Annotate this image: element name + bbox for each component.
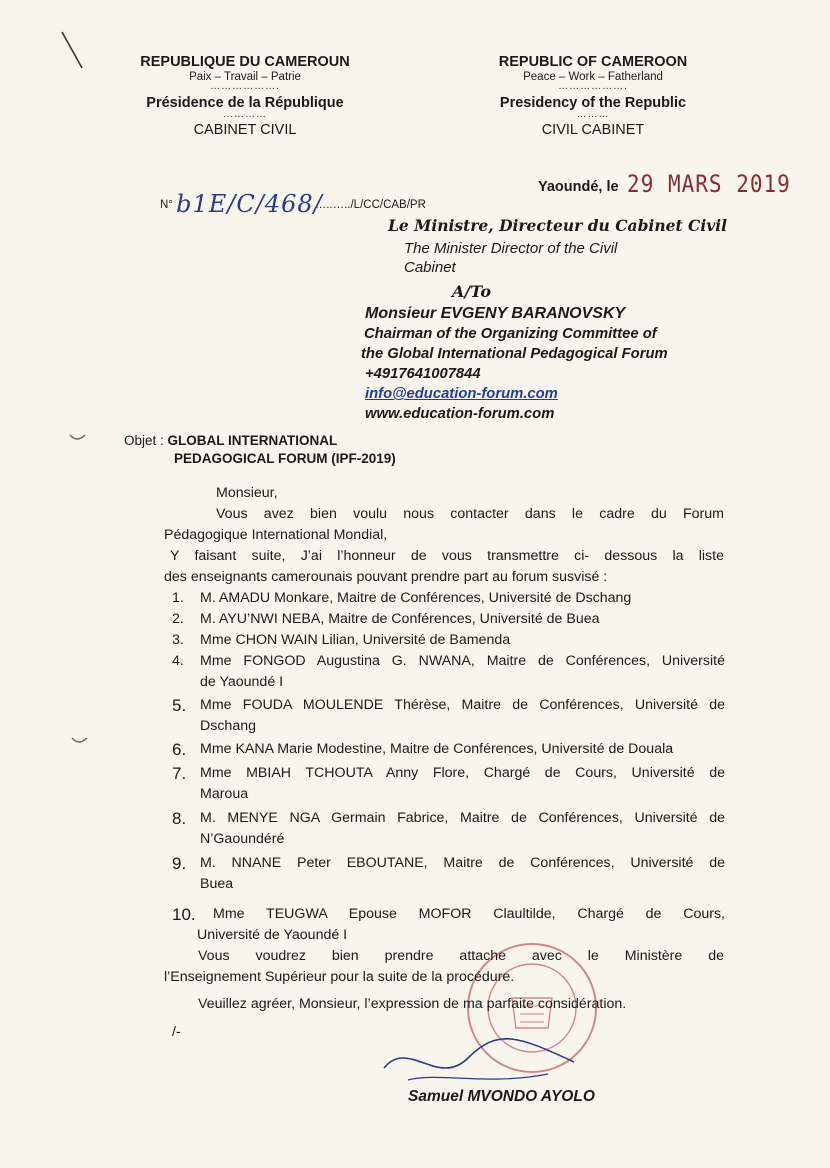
header-english <box>458 54 728 138</box>
separator-dots: ………… <box>223 109 267 120</box>
paragraph-2 <box>164 546 724 588</box>
list-item: 10. Mme TEUGWA Epouse MOFOR Claultilde, Chargé de Cours, Université de Yaoundé I <box>172 905 725 943</box>
salutation: Monsieur, <box>216 485 278 501</box>
closing-paragraph-1 <box>164 946 724 988</box>
list-item: 5. Mme FOUDA MOULENDE Thérèse, Maitre de Conférences, Université de Dschang <box>172 696 725 734</box>
list-item: 7. Mme MBIAH TCHOUTA Anny Flore, Chargé de Cours, Université de Maroua <box>172 764 725 802</box>
end-mark: /- <box>172 1024 181 1040</box>
signatory-name: Samuel MVONDO AYOLO <box>408 1088 595 1105</box>
date-stamp: 29 MARS 2019 <box>627 170 791 198</box>
paragraph-2-line1: Y faisant suite, J’ai l’honneur de vous transmettre ci- dessous la liste <box>170 548 724 564</box>
motto-en: Peace – Work – Fatherland <box>523 71 663 83</box>
reference-handwritten: b1E/C/468/ <box>176 190 323 218</box>
closing-1-line1: Vous voudrez bien prendre attache avec le Ministère de <box>198 948 724 964</box>
list-item: 4. Mme FONGOD Augustina G. NWANA, Maitre de Conférences, Université de Yaoundé I <box>172 653 725 690</box>
header-french <box>110 54 380 138</box>
list-item: 9. M. NNANE Peter EBOUTANE, Maitre de Conférences, Université de Buea <box>172 854 725 892</box>
recipient-phone: +4917641007844 <box>365 366 481 382</box>
list-item: 1. M. AMADU Monkare, Maitre de Conférences, Université de Dschang <box>172 590 632 606</box>
recipient-block <box>361 304 668 424</box>
paragraph-2-line2: des enseignants camerounais pouvant prendre part au forum susvisé : <box>164 569 608 585</box>
place-date <box>538 172 791 196</box>
presidency-en: Presidency of the Republic <box>499 95 687 111</box>
cabinet-fr: CABINET CIVIL <box>193 122 297 138</box>
paragraph-1-line2: Pédagogique International Mondial, <box>164 527 388 543</box>
handwritten-signature <box>378 1028 578 1092</box>
list-item: 6. Mme KANA Marie Modestine, Maitre de Conférences, Université de Douala <box>172 740 674 759</box>
recipient-role-line1: Chairman of the Organizing Committee of <box>364 326 657 342</box>
recipient-email-link[interactable]: info@education-forum.com <box>365 386 558 402</box>
country-name-fr: REPUBLIQUE DU CAMEROUN <box>140 54 350 70</box>
reference-prefix: N° <box>160 199 173 211</box>
subject-label: Objet : <box>124 433 164 448</box>
subject <box>124 432 396 468</box>
addressee-marker: A/To <box>452 282 491 301</box>
paragraph-1-line1: Vous avez bien voulu nous contacter dans le cadre du Forum <box>216 506 724 522</box>
presidency-fr: Présidence de la République <box>146 95 344 111</box>
separator-dots: ………………. <box>210 81 280 92</box>
sender-title-en <box>404 239 617 277</box>
subject-line2: PEDAGOGICAL FORUM (IPF-2019) <box>174 451 396 466</box>
cabinet-en: CIVIL CABINET <box>541 122 645 138</box>
place-label: Yaoundé, le <box>538 179 619 195</box>
recipient-website: www.education-forum.com <box>365 406 555 422</box>
list-item: 8. M. MENYE NGA Germain Fabrice, Maitre de Conférences, Université de N’Gaoundéré <box>172 809 725 847</box>
separator-dots: ………………. <box>558 81 628 92</box>
sender-title-en-line2: Cabinet <box>404 259 456 276</box>
list-item: 2. M. AYU’NWI NEBA, Maitre de Conférences, Université de Buea <box>172 611 600 627</box>
sender-title-en-line1: The Minister Director of the Civil <box>404 240 618 257</box>
corner-pen-mark <box>58 30 88 72</box>
country-name-en: REPUBLIC OF CAMEROON <box>498 54 688 70</box>
recipient-name: Monsieur EVGENY BARANOVSKY <box>365 305 626 322</box>
closing-paragraph-2: Veuillez agréer, Monsieur, l’expression de ma parfaite considération. <box>198 996 627 1012</box>
margin-mark <box>70 735 90 747</box>
margin-mark <box>68 432 88 444</box>
subject-line1: GLOBAL INTERNATIONAL <box>167 433 338 448</box>
closing-1-line2: l’Enseignement Supérieur pour la suite de la procédure. <box>164 969 515 985</box>
list-item: 3. Mme CHON WAIN Lilian, Université de Bamenda <box>172 632 511 648</box>
paragraph-1 <box>164 504 724 546</box>
reference-number <box>160 186 426 218</box>
separator-dots: ……… <box>576 109 610 120</box>
motto-fr: Paix – Travail – Patrie <box>189 71 301 83</box>
sender-title-fr: Le Ministre, Directeur du Cabinet Civil <box>388 216 728 235</box>
reference-suffix: …..…../L/CC/CAB/PR <box>314 199 426 211</box>
recipient-role-line2: the Global International Pedagogical Forum <box>361 346 668 362</box>
